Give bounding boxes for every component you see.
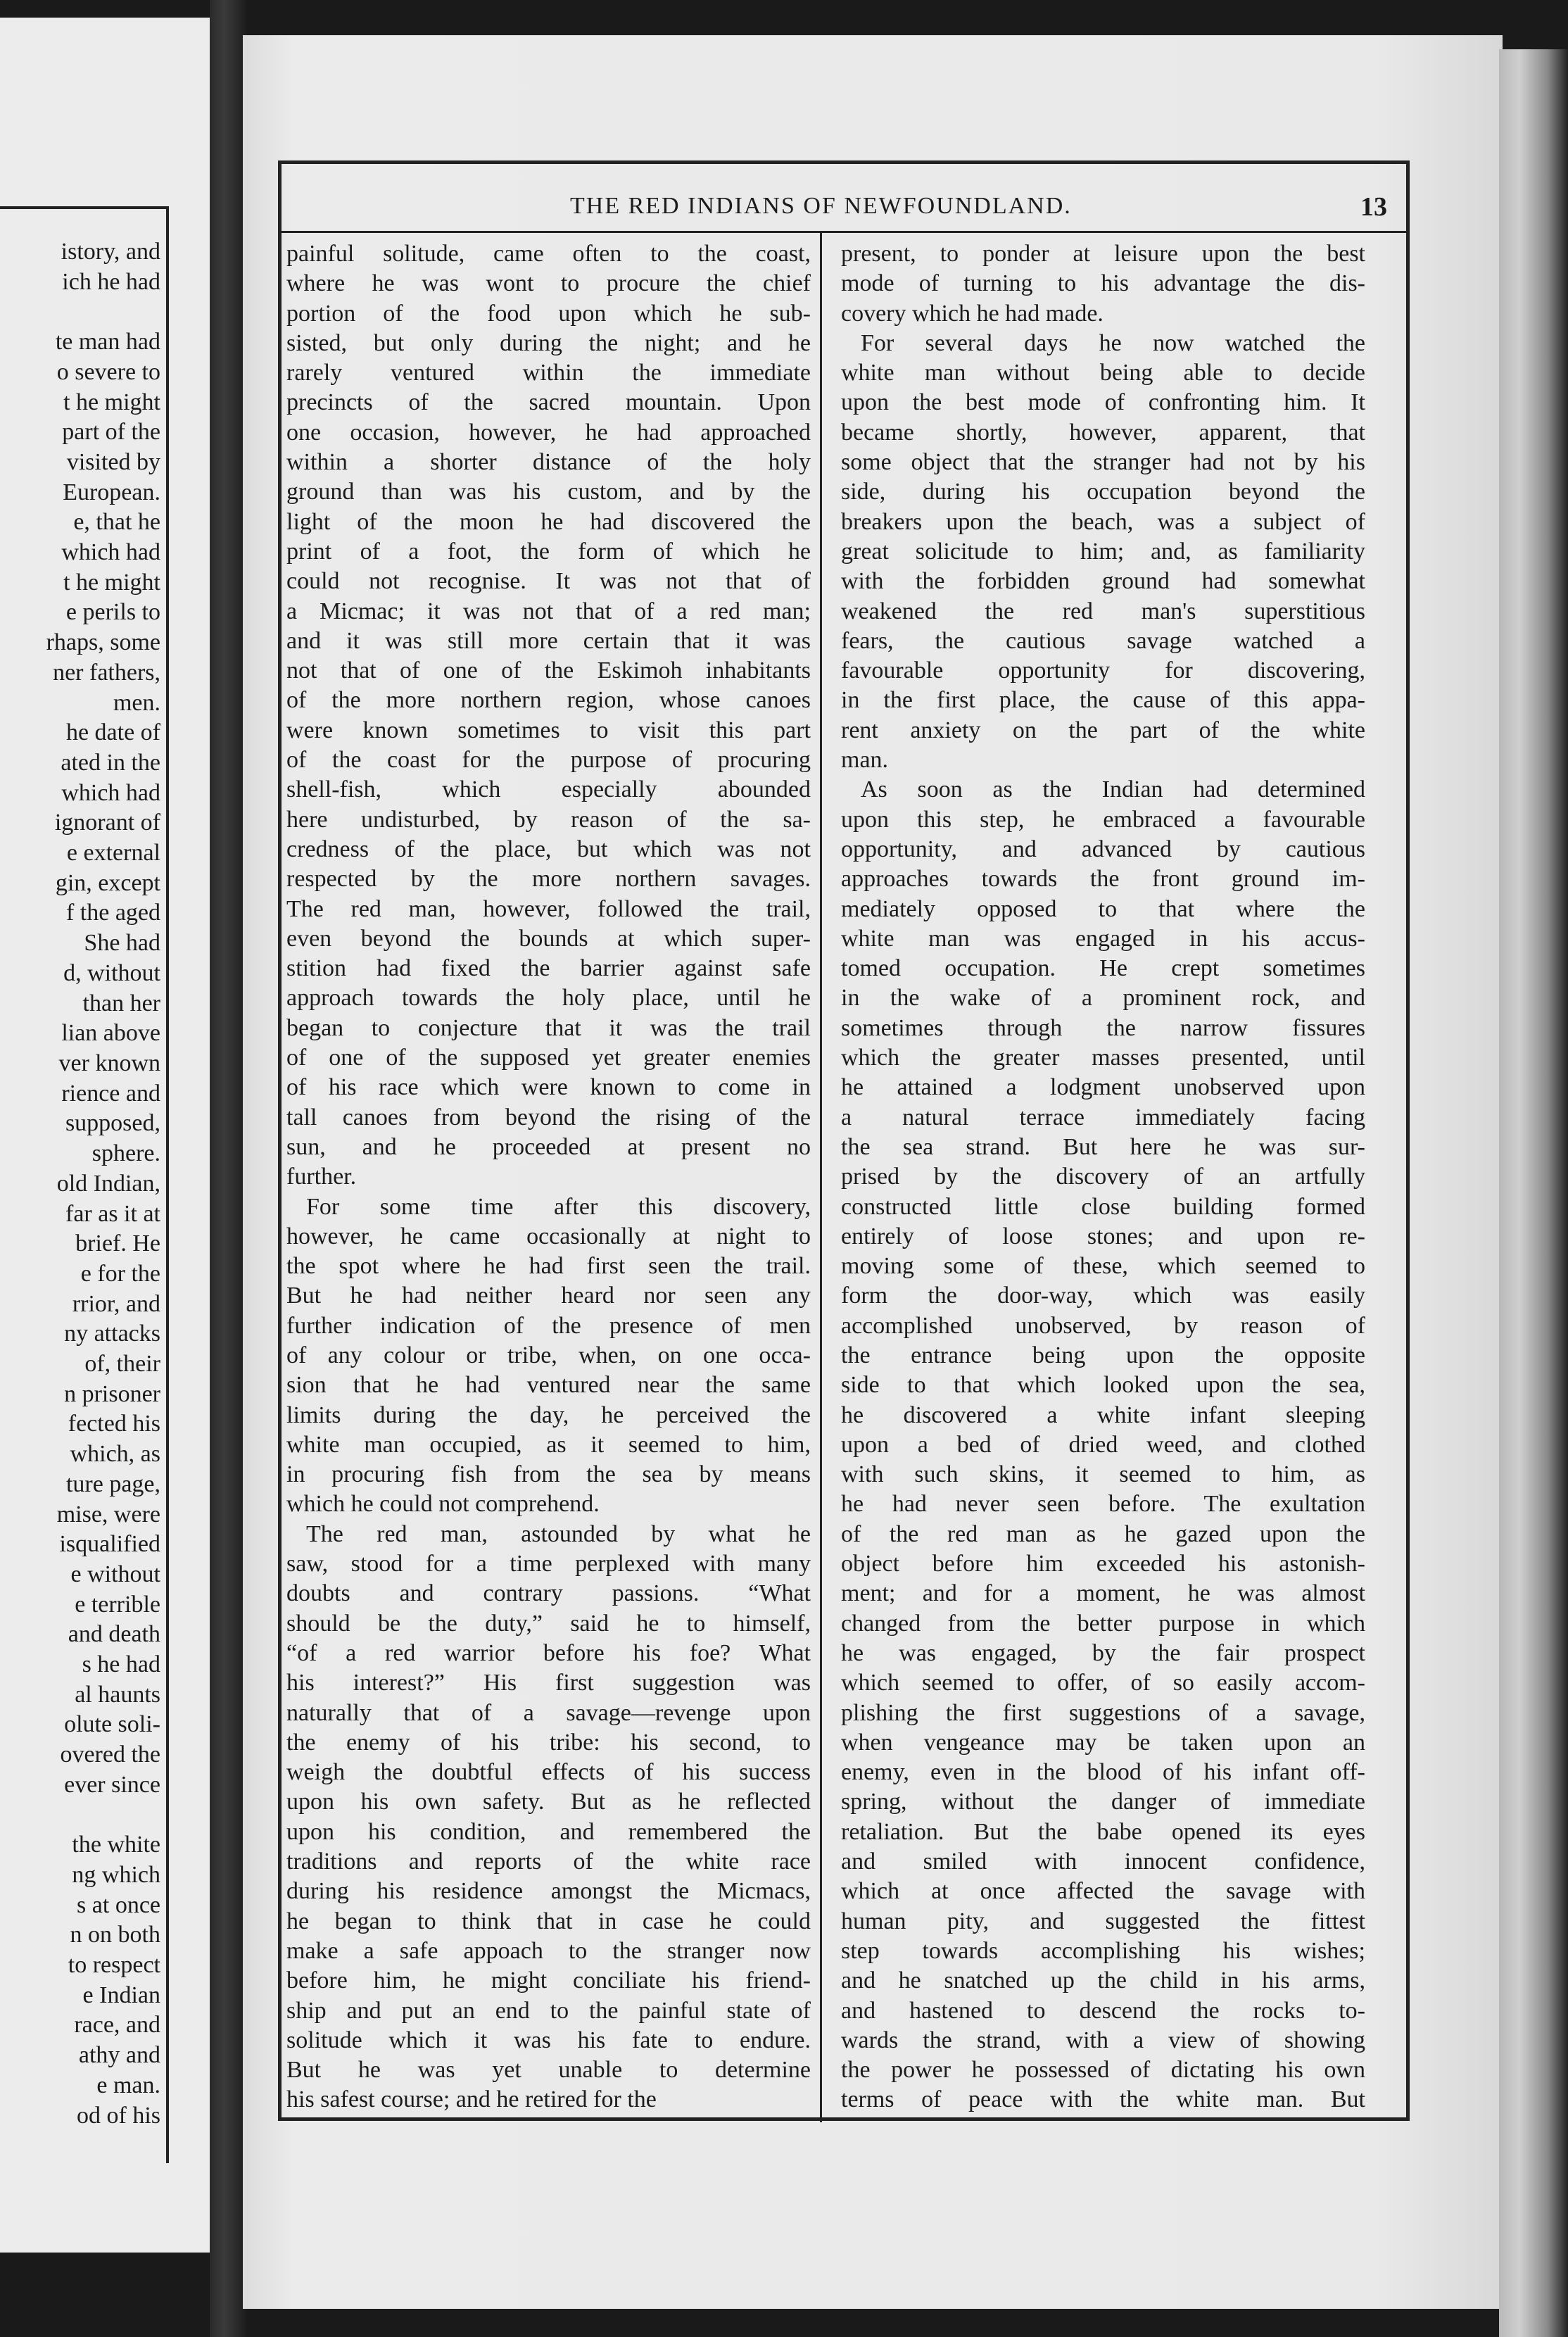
text-line: when vengeance may be taken upon an — [841, 1729, 1365, 1756]
text-line: side, during his occupation beyond the — [841, 479, 1365, 505]
text-line: could not recognise. It was not that of — [286, 568, 811, 595]
text-line: in the wake of a prominent rock, and — [841, 985, 1365, 1012]
previous-page-line: e for the — [80, 1260, 160, 1287]
page-header — [278, 189, 1410, 231]
text-line: one occasion, however, he had approached — [286, 419, 811, 446]
text-line: tall canoes from beyond the rising of the — [286, 1104, 811, 1130]
previous-page-line: istory, and — [61, 239, 160, 265]
previous-page-line: al haunts — [75, 1681, 160, 1708]
text-line: light of the moon he had discovered the — [286, 508, 811, 535]
text-line: mediately opposed to that where the — [841, 895, 1365, 922]
text-line: he began to think that in case he could — [286, 1908, 811, 1934]
text-line: doubts and contrary passions. “What — [286, 1580, 811, 1607]
previous-page-line: sphere. — [91, 1140, 160, 1167]
text-line: he was engaged, by the fair prospect — [841, 1639, 1365, 1666]
previous-page-line: to respect — [68, 1952, 160, 1979]
text-line: tomed occupation. He crept sometimes — [841, 955, 1365, 982]
previous-page-line: he date of — [65, 719, 160, 746]
previous-page-line: mise, were — [56, 1501, 160, 1527]
text-line: But he had neither heard nor seen any — [286, 1283, 811, 1309]
text-line: limits during the day, he perceived the — [286, 1401, 811, 1428]
previous-page-line: o severe to — [56, 358, 160, 385]
text-line: But he was yet unable to determine — [286, 2057, 811, 2084]
text-line: he had never seen before. The exultation — [841, 1491, 1365, 1518]
previous-page — [0, 18, 210, 2253]
previous-page-line: od of his — [77, 2102, 160, 2129]
text-line: in procuring fish from the sea by means — [286, 1461, 811, 1488]
text-line: with such skins, it seemed to him, as — [841, 1461, 1365, 1488]
text-line: The red man, however, followed the trail, — [286, 895, 811, 922]
text-line: respected by the more northern savages. — [286, 866, 811, 893]
text-line: were known sometimes to visit this part — [286, 717, 811, 743]
previous-page-line: t he might — [63, 569, 160, 596]
previous-page-line: race, and — [74, 2012, 160, 2039]
text-line: sisted, but only during the night; and he — [286, 329, 811, 356]
previous-page-line: brief. He — [75, 1230, 160, 1257]
text-line: rent anxiety on the part of the white — [841, 717, 1365, 743]
previous-page-line: old Indian, — [56, 1170, 160, 1197]
text-line: sion that he had ventured near the same — [286, 1372, 811, 1399]
text-line: and hastened to descend the rocks to- — [841, 1997, 1365, 2024]
text-line: spring, without the danger of immediate — [841, 1789, 1365, 1815]
text-line: further indication of the presence of men — [286, 1312, 811, 1339]
previous-page-line — [0, 297, 160, 327]
text-line: the spot where he had first seen the trail. — [286, 1253, 811, 1280]
text-line: prised by the discovery of an artfully — [841, 1164, 1365, 1190]
text-line: some object that the stranger had not by his — [841, 449, 1365, 476]
previous-page-line: fected his — [68, 1411, 160, 1437]
text-line: constructed little close building formed — [841, 1193, 1365, 1220]
previous-page-line: She had — [84, 930, 160, 957]
text-line: form the door-way, which was easily — [841, 1283, 1365, 1309]
previous-page-line: e Indian — [82, 1982, 160, 2008]
previous-page-line: ny attacks — [64, 1321, 160, 1347]
text-line: and he snatched up the child in his arms, — [841, 1967, 1365, 1994]
previous-page-line: isqualified — [59, 1531, 160, 1558]
previous-page-line: ever since — [64, 1771, 160, 1798]
previous-page-line — [0, 1801, 160, 1831]
previous-page-line: men. — [113, 689, 160, 716]
text-line: the enemy of his tribe: his second, to — [286, 1729, 811, 1756]
text-line: great solicitude to him; and, as familiarity — [841, 538, 1365, 565]
text-line: a Micmac; it was not that of a red man; — [286, 598, 811, 624]
text-line: upon his own safety. But as he reflected — [286, 1789, 811, 1815]
text-line: in the first place, the cause of this appa- — [841, 687, 1365, 714]
text-line: sometimes through the narrow fissures — [841, 1014, 1365, 1041]
previous-page-line: ich he had — [62, 268, 160, 295]
previous-page-line: ignorant of — [54, 810, 160, 836]
text-line: approaches towards the front ground im- — [841, 866, 1365, 893]
text-line: with the forbidden ground had somewhat — [841, 568, 1365, 595]
text-line: which seemed to offer, of so easily accom- — [841, 1670, 1365, 1696]
text-line: human pity, and suggested the fittest — [841, 1908, 1365, 1934]
text-line: changed from the better purpose in which — [841, 1610, 1365, 1637]
previous-page-line: far as it at — [65, 1200, 160, 1227]
text-line: during his residence amongst the Micmacs, — [286, 1878, 811, 1905]
text-line: accomplished unobserved, by reason of — [841, 1312, 1365, 1339]
text-line: entirely of loose stones; and upon re- — [841, 1223, 1365, 1249]
previous-page-line: te man had — [55, 329, 160, 355]
text-line: not that of one of the Eskimoh inhabitants — [286, 657, 811, 684]
text-line: and it was still more certain that it was — [286, 627, 811, 654]
text-line: naturally that of a savage—revenge upon — [286, 1699, 811, 1726]
text-line: upon this step, he embraced a favourable — [841, 806, 1365, 833]
book-spine — [210, 0, 246, 2337]
text-line: which the greater masses presented, until — [841, 1045, 1365, 1071]
previous-page-line: ng which — [72, 1861, 160, 1888]
text-line: of the more northern region, whose canoes — [286, 687, 811, 714]
previous-page-line: e perils to — [65, 599, 160, 626]
previous-page-line: which, as — [70, 1441, 160, 1468]
text-line: of the coast for the purpose of procuring — [286, 747, 811, 774]
text-line: precincts of the sacred mountain. Upon — [286, 389, 811, 416]
text-line: his interest?” His first suggestion was — [286, 1670, 811, 1696]
text-line: painful solitude, came often to the coast, — [286, 241, 811, 267]
text-line: For some time after this discovery, — [306, 1193, 811, 1220]
text-line: a natural terrace immediately facing — [841, 1104, 1365, 1130]
text-line: The red man, astounded by what he — [306, 1520, 811, 1547]
text-line: moving some of these, which seemed to — [841, 1253, 1365, 1280]
previous-page-line: e terrible — [75, 1591, 160, 1618]
text-line: he discovered a white infant sleeping — [841, 1401, 1365, 1428]
text-line: ship and put an end to the painful state of — [286, 1997, 811, 2024]
text-line: began to conjecture that it was the trail — [286, 1014, 811, 1041]
left-column — [286, 239, 811, 2115]
text-line: weigh the doubtful effects of his success — [286, 1759, 811, 1786]
text-line: and smiled with innocent confidence, — [841, 1848, 1365, 1875]
previous-page-line: than her — [82, 990, 160, 1016]
previous-page-line: ner fathers, — [53, 659, 160, 686]
page-number: 13 — [1360, 192, 1387, 222]
text-line: credness of the place, but which was not — [286, 836, 811, 862]
text-line: he attained a lodgment unobserved upon — [841, 1074, 1365, 1101]
text-line: make a safe appoach to the stranger now — [286, 1937, 811, 1964]
text-line: even beyond the bounds at which super- — [286, 925, 811, 952]
text-line: became shortly, however, apparent, that — [841, 419, 1365, 446]
text-line: ground than was his custom, and by the — [286, 479, 811, 505]
previous-page-line: and death — [68, 1621, 160, 1648]
previous-page-line: e, that he — [73, 509, 160, 536]
previous-page-column-rule — [166, 206, 169, 2163]
text-line: breakers upon the beach, was a subject of — [841, 508, 1365, 535]
text-line: enemy, even in the blood of his infant off- — [841, 1759, 1365, 1786]
text-line: favourable opportunity for discovering, — [841, 657, 1365, 684]
previous-page-line: s he had — [82, 1651, 160, 1678]
text-line: saw, stood for a time perplexed with many — [286, 1551, 811, 1577]
text-line: man. — [841, 747, 889, 774]
text-line: upon the best mode of confronting him. It — [841, 389, 1365, 416]
text-line: his safest course; and he retired for the — [286, 2086, 657, 2113]
text-line: opportunity, and advanced by cautious — [841, 836, 1365, 862]
text-line: For several days he now watched the — [861, 329, 1365, 356]
text-line: covery which he had made. — [841, 300, 1104, 327]
text-line: white man without being able to decide — [841, 360, 1365, 386]
previous-page-line: ver known — [58, 1050, 160, 1076]
text-line: step towards accomplishing his wishes; — [841, 1937, 1365, 1964]
text-line: which he could not comprehend. — [286, 1491, 600, 1518]
previous-page-rule — [0, 206, 167, 209]
text-line: wards the strand, with a view of showing — [841, 2027, 1365, 2053]
text-line: of his race which were known to come in — [286, 1074, 811, 1101]
text-line: rarely ventured within the immediate — [286, 360, 811, 386]
text-line: upon his condition, and remembered the — [286, 1818, 811, 1845]
previous-page-line: n on both — [70, 1922, 160, 1948]
text-line: should be the duty,” said he to himself, — [286, 1610, 811, 1637]
previous-page-line: e without — [70, 1561, 160, 1587]
text-line: stition had fixed the barrier against safe — [286, 955, 811, 982]
text-line: traditions and reports of the white race — [286, 1848, 811, 1875]
text-line: white man occupied, as it seemed to him, — [286, 1431, 811, 1458]
text-line: weakened the red man's superstitious — [841, 598, 1365, 624]
text-line: solitude which it was his fate to endure. — [286, 2027, 811, 2053]
previous-page-line: European. — [63, 479, 160, 505]
text-line: fears, the cautious savage watched a — [841, 627, 1365, 654]
text-line: before him, he might conciliate his friend- — [286, 1967, 811, 1994]
column-divider — [820, 232, 822, 2122]
text-line: object before him exceeded his astonish- — [841, 1551, 1365, 1577]
previous-page-line: f the aged — [65, 900, 160, 926]
previous-page-line: athy and — [78, 2042, 160, 2069]
previous-page-text — [0, 237, 160, 2131]
previous-page-line: visited by — [66, 448, 160, 475]
text-line: of the red man as he gazed upon the — [841, 1520, 1365, 1547]
previous-page-line: overed the — [60, 1741, 160, 1768]
text-line: side to that which looked upon the sea, — [841, 1372, 1365, 1399]
text-line: portion of the food upon which he sub- — [286, 300, 811, 327]
text-line: however, he came occasionally at night to — [286, 1223, 811, 1249]
text-line: upon a bed of dried weed, and clothed — [841, 1431, 1365, 1458]
previous-page-line: rience and — [61, 1080, 160, 1107]
previous-page-line: supposed, — [65, 1110, 160, 1137]
previous-page-line: lian above — [61, 1020, 160, 1047]
previous-page-line: olute soli- — [64, 1711, 160, 1738]
previous-page-line: which had — [61, 539, 160, 566]
text-line: retaliation. But the babe opened its eyes — [841, 1818, 1365, 1845]
text-line: terms of peace with the white man. But — [841, 2086, 1365, 2113]
text-line: within a shorter distance of the holy — [286, 449, 811, 476]
running-title: THE RED INDIANS OF NEWFOUNDLAND. — [570, 193, 1072, 219]
text-line: the sea strand. But here he was sur- — [841, 1133, 1365, 1160]
previous-page-line: rrior, and — [72, 1290, 160, 1317]
previous-page-line: d, without — [63, 959, 160, 986]
text-line: further. — [286, 1164, 357, 1190]
previous-page-line: the white — [72, 1832, 160, 1858]
previous-page-line: s at once — [77, 1891, 160, 1918]
previous-page-line: gin, except — [55, 869, 160, 896]
previous-page-line: n prisoner — [64, 1380, 160, 1407]
text-line: “of a red warrior before his foe? What — [286, 1639, 811, 1666]
text-line: present, to ponder at leisure upon the best — [841, 241, 1365, 267]
previous-page-line: of, their — [84, 1351, 160, 1378]
previous-page-line: rhaps, some — [46, 629, 160, 656]
previous-page-line: part of the — [62, 419, 160, 446]
text-line: of one of the supposed yet greater enemies — [286, 1045, 811, 1071]
text-line: of any colour or tribe, when, on one occa- — [286, 1342, 811, 1368]
previous-page-line: ated in the — [61, 749, 160, 776]
page-edge — [1499, 49, 1568, 2337]
text-line: the entrance being upon the opposite — [841, 1342, 1365, 1368]
text-line: which at once affected the savage with — [841, 1878, 1365, 1905]
previous-page-line: e external — [66, 840, 160, 867]
text-line: plishing the first suggestions of a savage, — [841, 1699, 1365, 1726]
text-line: where he was wont to procure the chief — [286, 270, 811, 297]
text-line: approach towards the holy place, until he — [286, 985, 811, 1012]
text-line: sun, and he proceeded at present no — [286, 1133, 811, 1160]
previous-page-line: t he might — [63, 389, 160, 415]
previous-page-line: e man. — [96, 2072, 160, 2098]
previous-page-line: which had — [61, 779, 160, 806]
text-line: white man was engaged in his accus- — [841, 925, 1365, 952]
text-line: shell-fish, which especially abounded — [286, 776, 811, 803]
text-line: ment; and for a moment, he was almost — [841, 1580, 1365, 1607]
text-line: the power he possessed of dictating his own — [841, 2057, 1365, 2084]
text-line: here undisturbed, by reason of the sa- — [286, 806, 811, 833]
text-line: print of a foot, the form of which he — [286, 538, 811, 565]
right-column — [841, 239, 1365, 2115]
header-rule — [278, 231, 1410, 233]
text-line: As soon as the Indian had determined — [861, 776, 1365, 803]
previous-page-line: ture page, — [65, 1470, 160, 1497]
text-line: mode of turning to his advantage the dis- — [841, 270, 1365, 297]
